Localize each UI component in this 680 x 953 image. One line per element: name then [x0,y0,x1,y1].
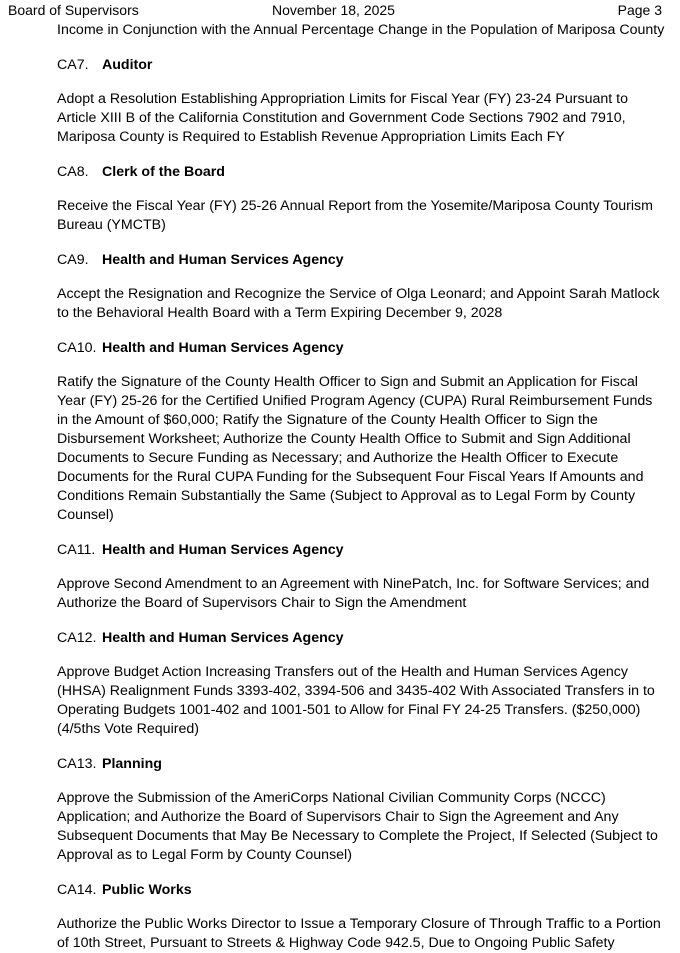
header-meeting-date: November 18, 2025 [272,2,395,18]
item-heading [57,541,667,560]
agenda-item-ca14 [57,881,667,953]
item-description: Accept the Resignation and Recognize the Service of Olga Leonard; and Appoint Sarah Matlock to the Behavioral Health Board with a Term Expiring December 9, 2028 [57,286,660,321]
item-department: Health and Human Services Agency [102,542,344,558]
item-heading [57,755,667,774]
agenda-item-ca7 [57,56,667,147]
item-heading [57,163,667,182]
item-department: Auditor [102,57,153,73]
item-description: Receive the Fiscal Year (FY) 25-26 Annual Report from the Yosemite/Mariposa County Tourism Bureau (YMCTB) [57,198,653,233]
header-page-number: Page 3 [617,2,662,18]
item-description: Authorize the Public Works Director to Issue a Temporary Closure of Through Traffic to a Portion of 10th Street, Pursuant to Streets & Highway Code 942.5, Due to Ongoing Public Safety [57,916,661,951]
item-number: CA9. [57,252,89,268]
item-description: Approve the Submission of the AmeriCorps National Civilian Community Corps (NCCC) Application; and Authorize the Board of Supervisors Chair to Sign the Agreement and Any Subsequent Documents that May Be Necessary to Complete the Project, If Selected (Subject to Approval as to Legal Form by County Counsel) [57,790,658,863]
agenda-item-ca9 [57,251,667,323]
item-heading [57,56,667,75]
page-header [8,2,662,20]
item-heading [57,881,667,900]
item-number: CA10. [57,340,97,356]
item-department: Health and Human Services Agency [102,630,344,646]
agenda-item-ca11 [57,541,667,613]
agenda-item-ca13 [57,755,667,865]
item-heading [57,251,667,270]
header-board-name: Board of Supervisors [8,2,139,18]
item-number: CA8. [57,164,89,180]
continued-item-text: Income in Conjunction with the Annual Percentage Change in the Population of Mariposa County [57,22,665,38]
item-number: CA14. [57,882,97,898]
item-number: CA13. [57,756,97,772]
item-description: Approve Budget Action Increasing Transfers out of the Health and Human Services Agency (HHSA) Realignment Funds 3393-402, 3394-506 and 3435-402 With Associated Transfers in to Operating Budgets 1001-402 and 1001-501 to Allow for Final FY 24-25 Transfers. ($250,000) (4/5ths Vote Required) [57,664,655,737]
agenda-content [57,21,667,953]
item-heading [57,629,667,648]
item-number: CA7. [57,57,89,73]
item-number: CA12. [57,630,97,646]
agenda-item-ca12 [57,629,667,739]
item-description: Adopt a Resolution Establishing Appropriation Limits for Fiscal Year (FY) 23-24 Pursuant to Article XIII B of the California Constitution and Government Code Sections 7902 and 7910, Mariposa County is Required to Establish Revenue Appropriation Limits Each FY [57,91,628,145]
item-department: Planning [102,756,162,772]
item-department: Public Works [102,882,192,898]
item-description: Approve Second Amendment to an Agreement with NinePatch, Inc. for Software Services; and Authorize the Board of Supervisors Chair to Sign the Amendment [57,576,650,611]
item-heading [57,339,667,358]
agenda-item-ca10 [57,339,667,525]
agenda-item-ca8 [57,163,667,235]
item-department: Clerk of the Board [102,164,225,180]
item-number: CA11. [57,542,96,558]
item-department: Health and Human Services Agency [102,252,344,268]
item-department: Health and Human Services Agency [102,340,344,356]
item-description: Ratify the Signature of the County Health Officer to Sign and Submit an Application for Fiscal Year (FY) 25-26 for the Certified Unified Program Agency (CUPA) Rural Reimbursement Funds in the Amount of $60,000; Ratify the Signature of the County Health Officer to Sign the Disbursement Worksheet; Authorize the County Health Office to Submit and Sign Additional Documents to Secure Funding as Necessary; and Authorize the Health Officer to Execute Documents for the Rural CUPA Funding for the Subsequent Four Fiscal Years If Amounts and Conditions Remain Substantially the Same (Subject to Approval as to Legal Form by County Counsel) [57,374,653,523]
